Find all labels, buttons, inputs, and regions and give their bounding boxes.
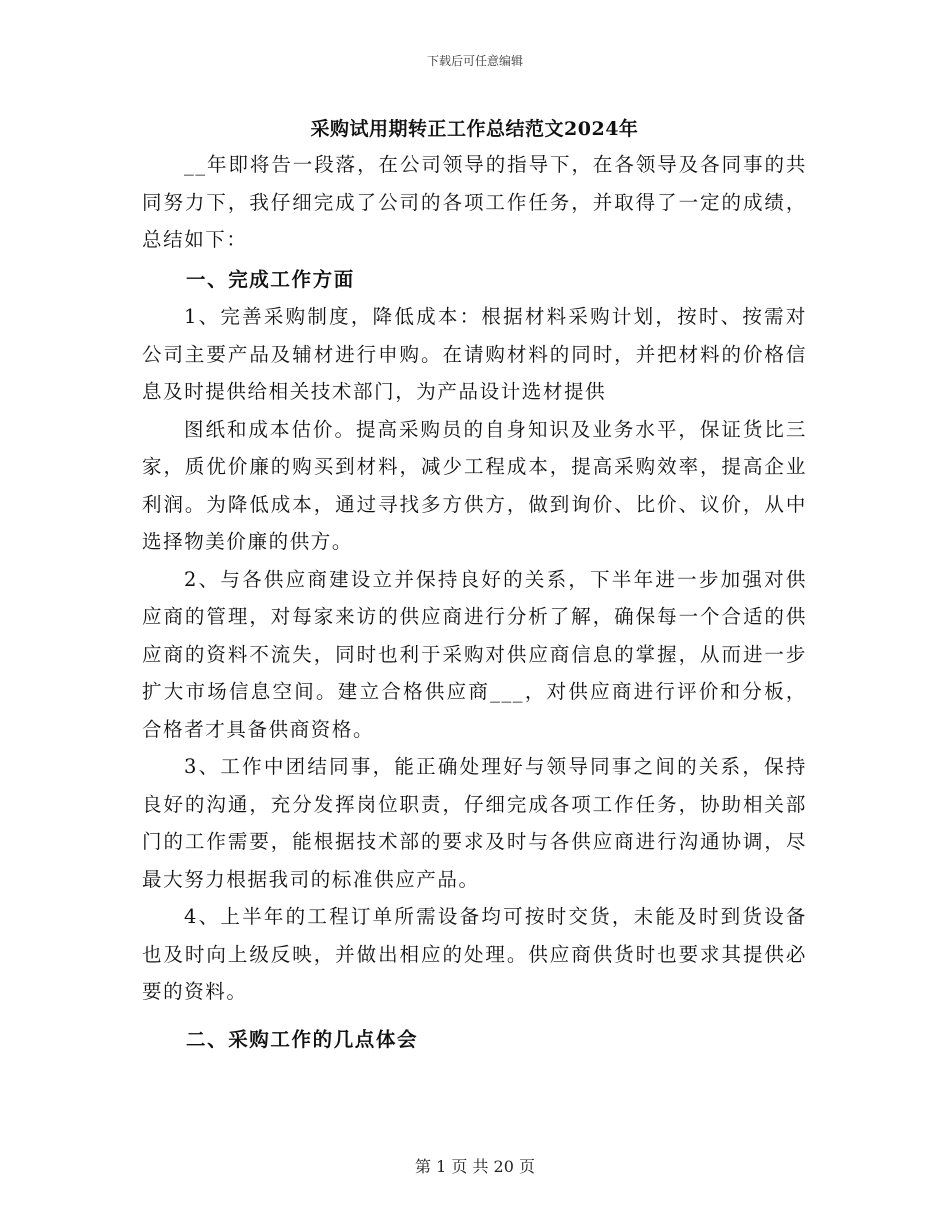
- document-title: 采购试用期转正工作总结范文2024年: [310, 118, 639, 140]
- item-4-paragraph: 4、上半年的工程订单所需设备均可按时交货，未能及时到货设备也及时向上级反映，并做出相应的处理。供应商供货时也要求其提供必要的资料。: [142, 905, 807, 1003]
- document-body: [142, 112, 807, 1058]
- section-heading-2: 二、采购工作的几点体会: [186, 1027, 419, 1051]
- page-header-note: 下载后可任意编辑: [426, 54, 523, 68]
- item-1-continued-paragraph: 图纸和成本估价。提高采购员的自身知识及业务水平，保证货比三家，质优价廉的购买到材料，减少工程成本，提高采购效率，提高企业利润。为降低成本，通过寻找多方供方，做到询价、比价、议价，从中选择物美价廉的供方。: [142, 417, 807, 553]
- intro-paragraph: __年即将告一段落，在公司领导的指导下，在各领导及各同事的共同努力下，我仔细完成了公司的各项工作任务，并取得了一定的成绩，总结如下：: [142, 153, 807, 251]
- section-heading-1: 一、完成工作方面: [186, 267, 355, 291]
- item-2-paragraph: 2、与各供应商建设立并保持良好的关系，下半年进一步加强对供应商的管理，对每家来访的供应商进行分析了解，确保每一个合适的供应商的资料不流失，同时也利于采购对供应商信息的掌握，从而进一步扩大市场信息空间。建立合格供应商___，对供应商进行评价和分板，合格者才具备供商资格。: [142, 567, 807, 741]
- item-3-paragraph: 3、工作中团结同事，能正确处理好与领导同事之间的关系，保持良好的沟通，充分发挥岗位职责，仔细完成各项工作任务，协助相关部门的工作需要，能根据技术部的要求及时与各供应商进行沟通协调，尽最大努力根据我司的标准供应产品。: [142, 755, 807, 891]
- item-1-paragraph: 1、完善采购制度，降低成本：根据材料采购计划，按时、按需对公司主要产品及辅材进行申购。在请购材料的同时，并把材料的价格信息及时提供给相关技术部门，为产品设计选材提供: [142, 305, 807, 403]
- page-number: 第 1 页 共 20 页: [415, 1157, 535, 1176]
